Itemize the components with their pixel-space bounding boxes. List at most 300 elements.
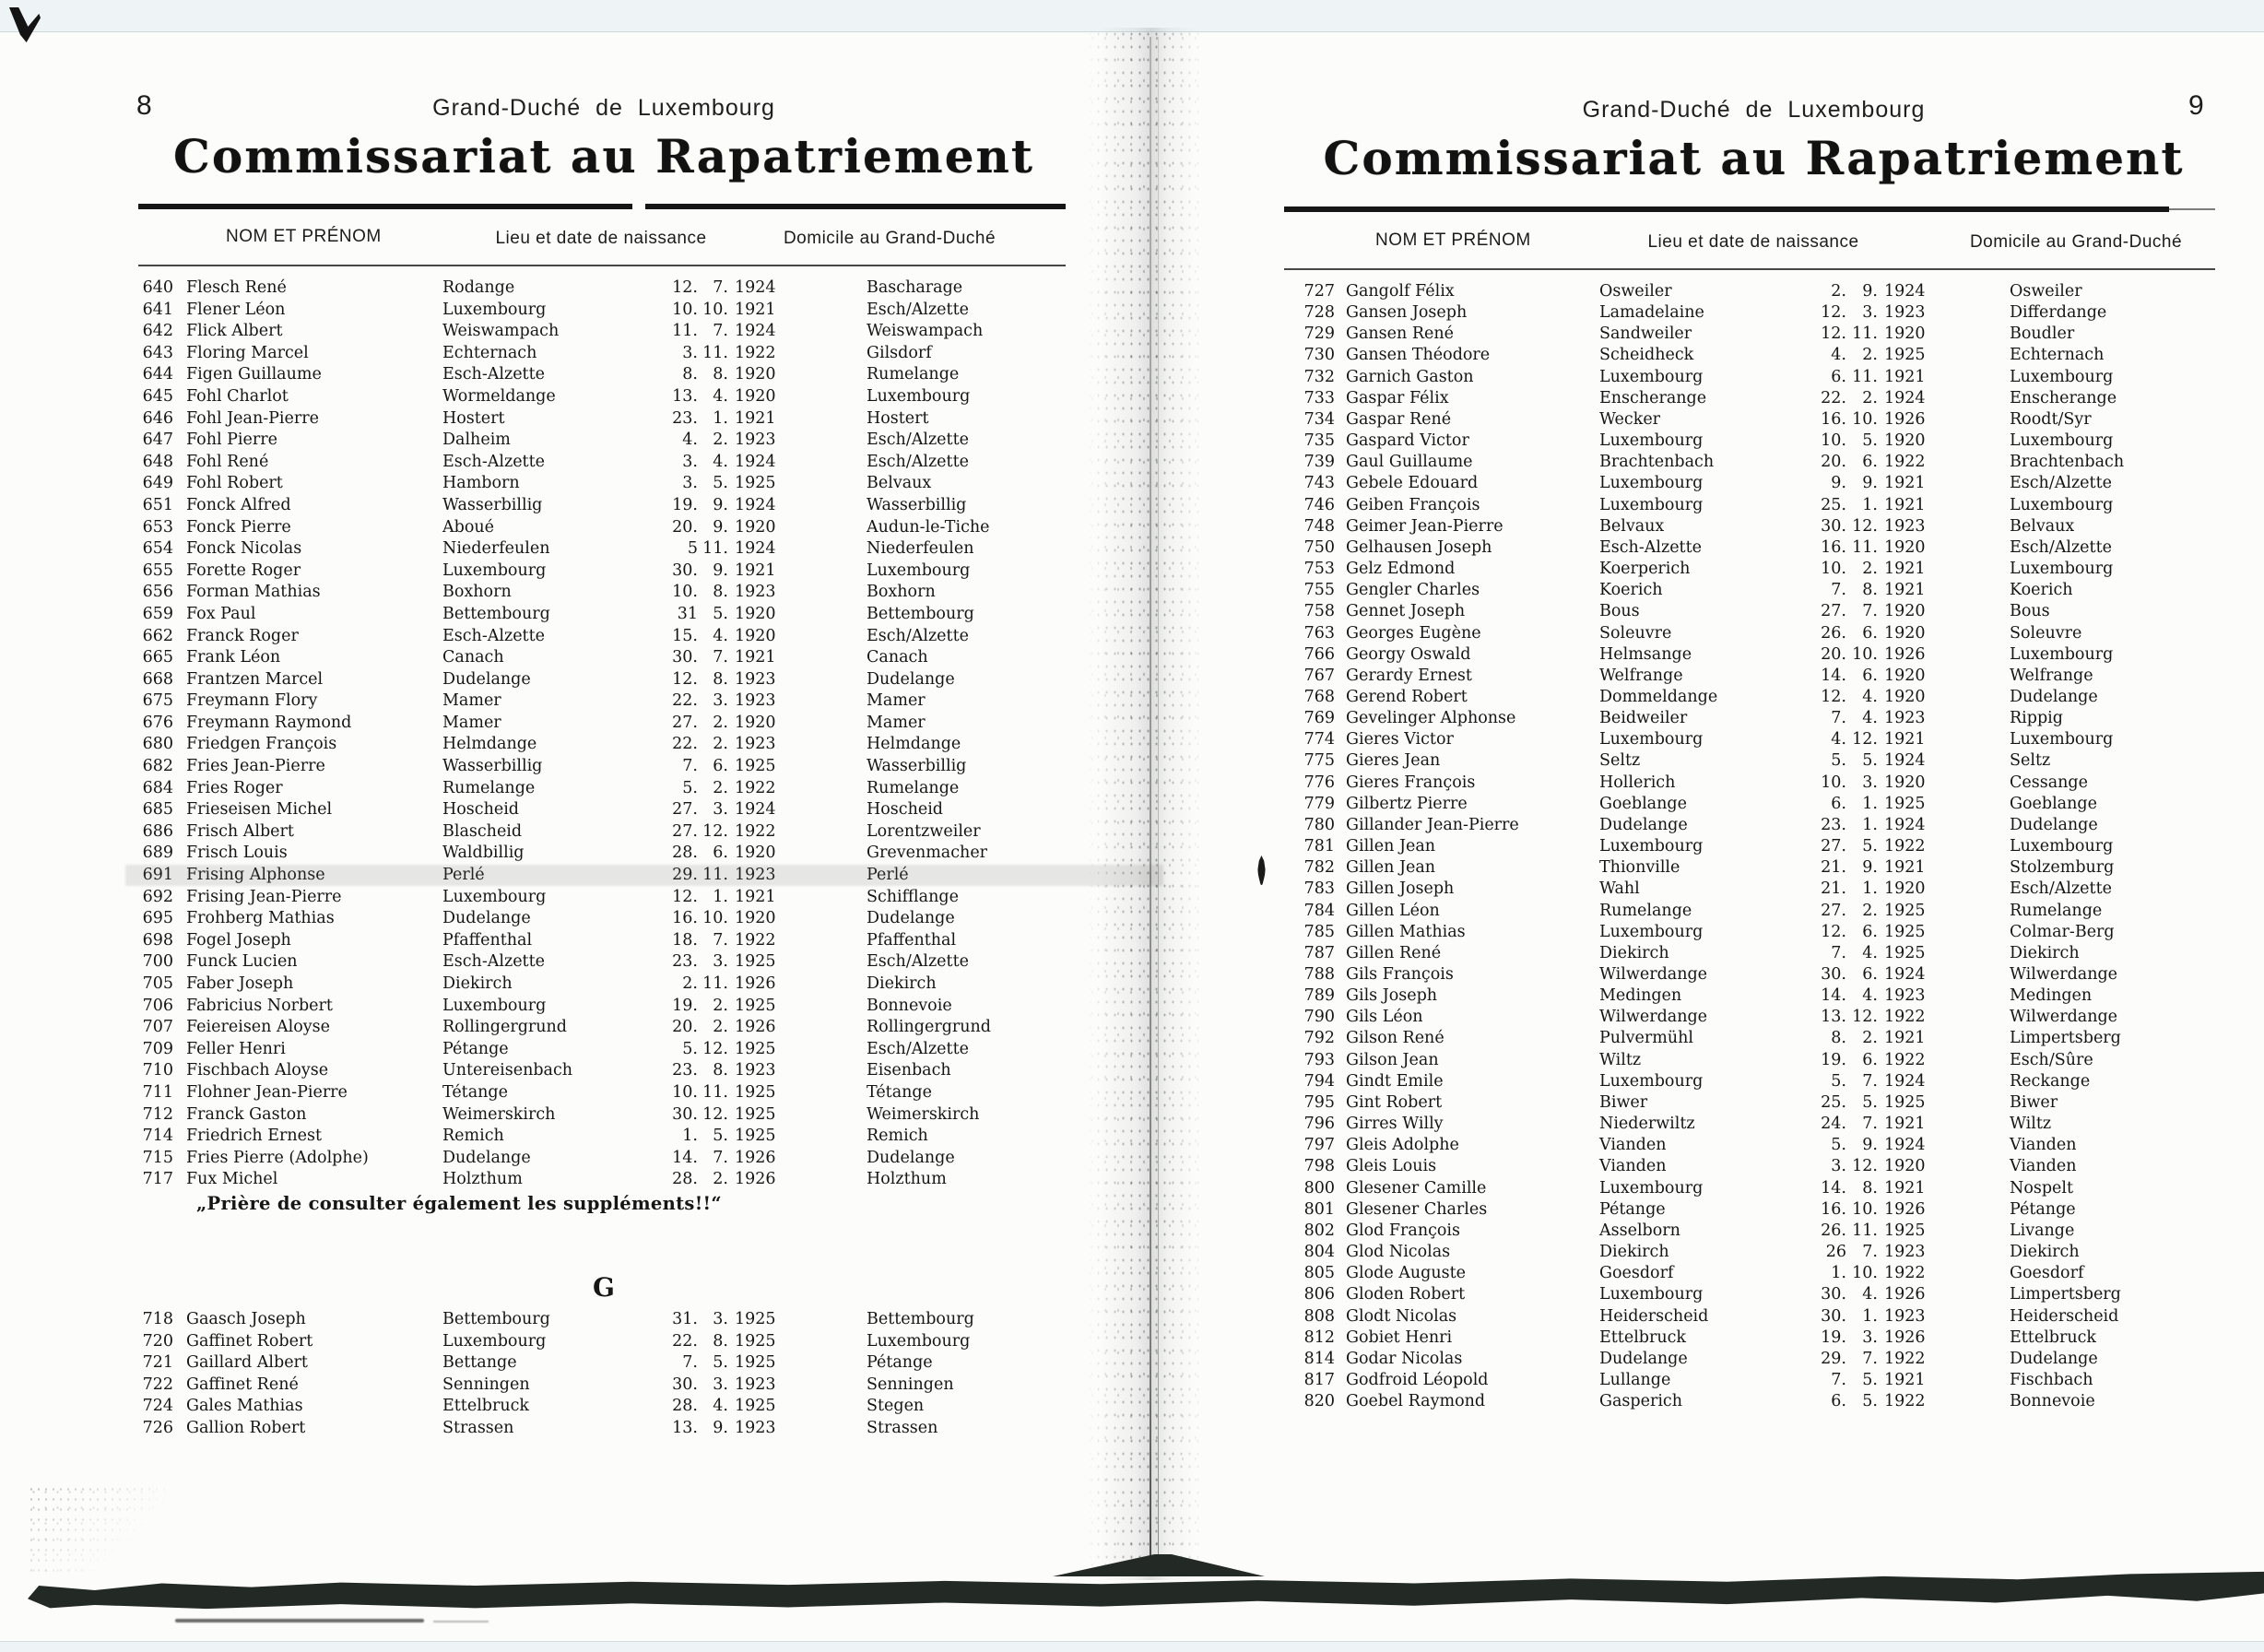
entry-birth-year: 1923 xyxy=(1884,1243,1926,1262)
register-row xyxy=(1291,302,2264,324)
entry-birth-day: 28. xyxy=(672,1397,698,1416)
entry-birthplace: Wecker xyxy=(1599,409,1661,429)
entry-domicile: Enscherange xyxy=(2010,388,2117,407)
entry-birth-day: 14. xyxy=(1821,986,1846,1006)
entry-name: Funck Lucien xyxy=(186,952,298,972)
entry-birthplace: Dommeldange xyxy=(1599,687,1718,706)
entry-birth-year: 1920 xyxy=(735,844,776,863)
entry-number: 746 xyxy=(1303,495,1335,514)
entry-birth-month: 8. xyxy=(1862,581,1878,600)
entry-name: Girres Willy xyxy=(1346,1115,1444,1134)
entry-birth-year: 1925 xyxy=(735,757,776,776)
column-header-domicile-right: Domicile au Grand-Duché xyxy=(1969,232,2183,252)
entry-birth-day: 5. xyxy=(1831,751,1846,771)
register-row xyxy=(138,1039,1115,1061)
entry-domicile: Rippig xyxy=(2010,709,2063,728)
entry-birthplace: Sandweiler xyxy=(1599,324,1692,344)
entry-domicile: Rumelange xyxy=(2010,901,2103,920)
entry-domicile: Dudelange xyxy=(867,669,955,689)
entry-number: 668 xyxy=(142,669,173,689)
document-title-right: Commissariat au Rapatriement xyxy=(1323,131,2185,185)
entry-number: 722 xyxy=(142,1375,173,1394)
entry-birth-month: 6. xyxy=(1862,965,1878,984)
entry-birth-year: 1922 xyxy=(1884,1349,1926,1368)
entry-number: 792 xyxy=(1303,1029,1335,1048)
entry-birth-year: 1923 xyxy=(1884,709,1926,728)
entry-number: 642 xyxy=(142,322,173,341)
entry-birthplace: Gasperich xyxy=(1599,1392,1682,1411)
entry-name: Gerend Robert xyxy=(1346,687,1468,706)
scan-smudge-2 xyxy=(433,1621,489,1622)
entry-birth-day: 2. xyxy=(1831,282,1846,301)
entry-birth-year: 1921 xyxy=(1884,367,1926,386)
entry-domicile: Biwer xyxy=(2010,1092,2058,1112)
entry-domicile: Weimerskirch xyxy=(867,1104,980,1124)
entry-birth-day: 3. xyxy=(682,452,698,471)
entry-name: Geiben François xyxy=(1346,495,1480,514)
entry-birthplace: Dalheim xyxy=(442,431,511,450)
entry-name: Freymann Raymond xyxy=(186,713,352,732)
entry-domicile: Reckange xyxy=(2010,1071,2091,1091)
entry-birth-month: 2. xyxy=(713,431,728,450)
entry-birth-day: 20. xyxy=(1821,453,1846,472)
entry-number: 812 xyxy=(1303,1328,1335,1347)
entry-number: 787 xyxy=(1303,943,1335,962)
entry-birthplace: Soleuvre xyxy=(1599,623,1672,643)
entry-birthplace: Niederwiltz xyxy=(1599,1115,1695,1134)
entry-number: 685 xyxy=(142,800,173,820)
entry-birth-year: 1924 xyxy=(735,495,776,514)
register-row xyxy=(138,517,1115,539)
register-row xyxy=(138,1104,1115,1127)
entry-birth-day: 2. xyxy=(682,974,698,993)
entry-name: Flohner Jean-Pierre xyxy=(186,1082,348,1102)
entry-number: 808 xyxy=(1303,1306,1335,1326)
entry-birthplace: Wormeldange xyxy=(442,386,556,406)
entry-birthplace: Thionville xyxy=(1599,858,1680,878)
entry-birth-day: 12. xyxy=(1821,324,1846,344)
entry-number: 748 xyxy=(1303,516,1335,536)
entry-number: 788 xyxy=(1303,965,1335,984)
entry-birth-day: 4. xyxy=(1831,346,1846,365)
entry-number: 753 xyxy=(1303,560,1335,579)
register-row xyxy=(1291,750,2264,772)
entry-name: Fabricius Norbert xyxy=(186,996,333,1015)
entry-birthplace: Seltz xyxy=(1599,751,1641,771)
entry-domicile: Rumelange xyxy=(867,365,960,384)
entry-number: 776 xyxy=(1303,773,1335,792)
entry-number: 717 xyxy=(142,1170,173,1189)
entry-number: 655 xyxy=(142,560,173,580)
entry-domicile: Dudelange xyxy=(867,1148,955,1167)
entry-birthplace: Weimerskirch xyxy=(442,1104,556,1124)
entry-number: 802 xyxy=(1303,1221,1335,1240)
entry-birth-day: 12. xyxy=(672,278,698,297)
entry-birth-year: 1920 xyxy=(1884,687,1926,706)
register-row xyxy=(138,1017,1115,1039)
entry-domicile: Luxembourg xyxy=(2010,560,2114,579)
register-row xyxy=(1291,1156,2264,1177)
register-row xyxy=(1291,623,2264,644)
entry-birth-day: 30. xyxy=(1821,1285,1846,1304)
entry-birth-day: 12. xyxy=(1821,922,1846,941)
register-row xyxy=(1291,580,2264,601)
entry-birth-year: 1924 xyxy=(735,322,776,341)
register-row xyxy=(138,647,1115,669)
entry-birthplace: Niederfeulen xyxy=(442,539,550,559)
entry-birth-month: 8. xyxy=(713,1061,728,1080)
register-row xyxy=(138,1309,1115,1331)
entry-domicile: Remich xyxy=(867,1127,928,1146)
register-row xyxy=(138,386,1115,408)
entry-number: 653 xyxy=(142,517,173,537)
register-row xyxy=(138,538,1115,560)
entry-number: 645 xyxy=(142,386,173,406)
book-gutter-speckle xyxy=(1086,28,1206,1580)
entry-birthplace: Scheidheck xyxy=(1599,346,1694,365)
entry-birthplace: Luxembourg xyxy=(1599,367,1704,386)
register-row xyxy=(1291,345,2264,366)
entry-name: Flesch René xyxy=(186,278,287,297)
entry-number: 734 xyxy=(1303,409,1335,429)
entry-birthplace: Dudelange xyxy=(442,909,531,928)
entry-birth-month: 2. xyxy=(1862,560,1878,579)
entry-birth-year: 1925 xyxy=(735,952,776,972)
gutter-fold-line-2 xyxy=(1158,37,1159,1575)
entry-birth-day: 13. xyxy=(1821,1008,1846,1027)
entry-birth-month: 5. xyxy=(713,1127,728,1146)
entry-number: 649 xyxy=(142,474,173,493)
entry-birthplace: Pulvermühl xyxy=(1599,1029,1693,1048)
entry-number: 779 xyxy=(1303,794,1335,813)
entry-birth-year: 1925 xyxy=(1884,943,1926,962)
entry-domicile: Pétange xyxy=(867,1353,933,1373)
entry-birth-year: 1922 xyxy=(735,343,776,362)
entry-birthplace: Untereisenbach xyxy=(442,1061,573,1080)
entry-birth-month: 2. xyxy=(1862,388,1878,407)
entry-name: Frieseisen Michel xyxy=(186,800,333,820)
entry-birth-year: 1926 xyxy=(735,1170,776,1189)
register-row xyxy=(1291,1328,2264,1349)
entry-birth-day: 14. xyxy=(1821,666,1846,685)
entry-number: 729 xyxy=(1303,324,1335,344)
entry-birth-day: 26. xyxy=(1821,1221,1846,1240)
entry-birth-month: 5. xyxy=(1862,751,1878,771)
register-row xyxy=(1291,1092,2264,1114)
entry-birth-year: 1920 xyxy=(1884,537,1926,557)
entry-number: 700 xyxy=(142,952,173,972)
entry-name: Glode Auguste xyxy=(1346,1264,1466,1283)
entry-birth-month: 4. xyxy=(713,626,728,645)
entry-number: 680 xyxy=(142,735,173,754)
entry-number: 718 xyxy=(142,1310,173,1328)
entry-name: Fischbach Aloyse xyxy=(186,1061,329,1080)
section-letter-g: G xyxy=(593,1272,615,1303)
entry-name: Freymann Flory xyxy=(186,691,318,711)
entry-birth-month: 12. xyxy=(702,821,728,841)
entry-number: 796 xyxy=(1303,1115,1335,1134)
entry-name: Fohl Robert xyxy=(186,474,283,493)
entry-birth-day: 30. xyxy=(672,1104,698,1124)
register-row xyxy=(1291,537,2264,559)
entry-birthplace: Rollingergrund xyxy=(442,1018,568,1037)
entry-domicile: Mamer xyxy=(867,691,926,711)
register-table-left-g xyxy=(138,1309,1115,1440)
entry-birthplace: Hoscheid xyxy=(442,800,520,820)
entry-birth-month: 4. xyxy=(713,452,728,471)
entry-birth-day: 14. xyxy=(1821,1178,1846,1198)
entry-domicile: Mamer xyxy=(867,713,926,732)
entry-birthplace: Lullange xyxy=(1599,1370,1671,1389)
register-row xyxy=(138,799,1115,821)
entry-birth-month: 1. xyxy=(1862,495,1878,514)
entry-number: 647 xyxy=(142,431,173,450)
entry-birthplace: Wilwerdange xyxy=(1599,965,1708,984)
supplement-note: „Prière de consulter également les suppléments!!“ xyxy=(196,1193,722,1214)
entry-name: Gengler Charles xyxy=(1346,581,1480,600)
subheader-rule-left xyxy=(138,265,1066,266)
register-row xyxy=(138,1082,1115,1104)
register-row xyxy=(138,1148,1115,1170)
entry-birthplace: Luxembourg xyxy=(1599,1285,1704,1304)
entry-number: 739 xyxy=(1303,453,1335,472)
entry-birth-month: 10. xyxy=(1852,1264,1878,1283)
register-row xyxy=(138,1375,1115,1397)
entry-birth-day: 6. xyxy=(1831,1392,1846,1411)
register-row xyxy=(138,495,1115,517)
entry-birth-day: 22. xyxy=(672,735,698,754)
entry-birthplace: Welfrange xyxy=(1599,666,1683,685)
entry-birth-year: 1924 xyxy=(1884,1136,1926,1155)
entry-name: Gaspard Victor xyxy=(1346,431,1469,451)
entry-birth-month: 7. xyxy=(1862,1115,1878,1134)
entry-birth-month: 9. xyxy=(713,1418,728,1437)
entry-domicile: Heiderscheid xyxy=(2010,1306,2119,1326)
entry-number: 785 xyxy=(1303,922,1335,941)
entry-birth-year: 1925 xyxy=(1884,901,1926,920)
entry-birthplace: Wilwerdange xyxy=(1599,1008,1708,1027)
entry-domicile: Esch/Alzette xyxy=(867,300,969,319)
entry-birth-day: 12. xyxy=(1821,687,1846,706)
entry-domicile: Luxembourg xyxy=(2010,730,2114,749)
register-row xyxy=(1291,324,2264,345)
entry-birth-month: 10. xyxy=(1852,1199,1878,1219)
entry-birth-day: 1. xyxy=(682,1127,698,1146)
entry-name: Gillen Jean xyxy=(1346,858,1436,878)
country-heading-right: Grand-Duché de Luxembourg xyxy=(1582,97,1926,123)
register-row xyxy=(138,604,1115,626)
register-row xyxy=(1291,601,2264,622)
entry-birth-month: 9. xyxy=(1862,858,1878,878)
entry-birth-year: 1925 xyxy=(1884,1221,1926,1240)
header-rule-left-b xyxy=(645,204,1066,209)
entry-birth-year: 1922 xyxy=(1884,837,1926,856)
entry-name: Fohl Jean-Pierre xyxy=(186,408,319,428)
entry-birthplace: Medingen xyxy=(1599,986,1682,1006)
entry-birth-month: 9. xyxy=(713,560,728,580)
entry-birth-month: 4. xyxy=(713,1397,728,1416)
register-row xyxy=(138,1331,1115,1353)
entry-birthplace: Luxembourg xyxy=(1599,730,1704,749)
register-row xyxy=(1291,1221,2264,1242)
entry-birth-day: 10. xyxy=(1821,773,1846,792)
entry-birth-day: 30. xyxy=(672,648,698,667)
entry-birthplace: Dudelange xyxy=(1599,1349,1688,1368)
entry-name: Gillen Joseph xyxy=(1346,879,1455,899)
entry-birthplace: Remich xyxy=(442,1127,504,1146)
entry-domicile: Wilwerdange xyxy=(2010,965,2118,984)
register-row xyxy=(138,1169,1115,1191)
register-row xyxy=(1291,922,2264,943)
entry-domicile: Luxembourg xyxy=(867,386,971,406)
entry-birth-month: 9. xyxy=(1862,282,1878,301)
entry-birth-month: 1. xyxy=(1862,794,1878,813)
entry-name: Gaspar René xyxy=(1346,409,1452,429)
entry-birth-year: 1920 xyxy=(1884,879,1926,899)
entry-birth-year: 1920 xyxy=(735,909,776,928)
register-row xyxy=(138,1060,1115,1082)
entry-birth-day: 28. xyxy=(672,844,698,863)
ink-margin-mark xyxy=(1257,856,1266,885)
entry-birth-year: 1920 xyxy=(735,604,776,623)
entry-birth-day: 8. xyxy=(682,365,698,384)
entry-birth-year: 1925 xyxy=(735,1397,776,1416)
entry-name: Fries Roger xyxy=(186,778,283,797)
register-row xyxy=(1291,773,2264,794)
entry-birth-year: 1921 xyxy=(1884,581,1926,600)
column-header-birth-right: Lieu et date de naissance xyxy=(1647,232,1859,252)
entry-birth-month: 2. xyxy=(713,1018,728,1037)
entry-birth-month: 2. xyxy=(713,735,728,754)
entry-birth-month: 8. xyxy=(713,1331,728,1351)
entry-birth-day: 7. xyxy=(682,757,698,776)
entry-birth-day: 9. xyxy=(1831,474,1846,493)
entry-number: 727 xyxy=(1303,282,1335,301)
entry-birth-day: 19. xyxy=(672,495,698,514)
entry-domicile: Audun-le-Tiche xyxy=(867,517,990,537)
entry-birth-year: 1922 xyxy=(735,821,776,841)
entry-birth-day: 29. xyxy=(672,866,698,885)
entry-birth-day: 22. xyxy=(672,691,698,711)
entry-number: 790 xyxy=(1303,1008,1335,1027)
entry-name: Gerardy Ernest xyxy=(1346,666,1472,685)
entry-number: 709 xyxy=(142,1039,173,1058)
entry-number: 780 xyxy=(1303,815,1335,834)
entry-domicile: Luxembourg xyxy=(2010,644,2114,664)
entry-birth-day: 8. xyxy=(1831,1029,1846,1048)
entry-number: 769 xyxy=(1303,709,1335,728)
column-header-birth-left: Lieu et date de naissance xyxy=(495,229,707,248)
entry-number: 695 xyxy=(142,909,173,928)
entry-birth-month: 11. xyxy=(1852,367,1878,386)
entry-domicile: Luxembourg xyxy=(2010,367,2114,386)
entry-birth-year: 1923 xyxy=(1884,303,1926,323)
country-heading-left: Grand-Duché de Luxembourg xyxy=(432,95,775,121)
entry-domicile: Belvaux xyxy=(867,474,932,493)
entry-birth-year: 1923 xyxy=(1884,516,1926,536)
scan-edge-bottom xyxy=(0,1641,2264,1652)
entry-birth-day: 3. xyxy=(682,343,698,362)
entry-birth-month: 3. xyxy=(713,691,728,711)
entry-name: Gebele Edouard xyxy=(1346,474,1479,493)
entry-birth-day: 15. xyxy=(672,626,698,645)
entry-domicile: Bettembourg xyxy=(867,604,974,623)
register-row xyxy=(1291,452,2264,473)
entry-number: 711 xyxy=(142,1082,173,1102)
register-row xyxy=(1291,409,2264,431)
register-row xyxy=(138,626,1115,648)
entry-name: Gieres Victor xyxy=(1346,730,1454,749)
entry-birthplace: Koerich xyxy=(1599,581,1663,600)
column-header-domicile-left: Domicile au Grand-Duché xyxy=(783,229,996,248)
entry-birth-day: 20. xyxy=(1821,644,1846,664)
entry-name: Gils François xyxy=(1346,965,1454,984)
entry-name: Gindt Emile xyxy=(1346,1071,1444,1091)
entry-number: 706 xyxy=(142,996,173,1015)
entry-birth-year: 1921 xyxy=(735,560,776,580)
entry-birth-month: 6. xyxy=(1862,623,1878,643)
entry-birth-day: 27. xyxy=(1821,602,1846,621)
register-row xyxy=(138,1418,1115,1440)
entry-name: Forman Mathias xyxy=(186,583,321,602)
entry-birth-day: 30. xyxy=(1821,516,1846,536)
entry-name: Frisch Albert xyxy=(186,821,294,841)
entry-name: Gansen Théodore xyxy=(1346,346,1491,365)
entry-birth-day: 22. xyxy=(672,1331,698,1351)
entry-birthplace: Osweiler xyxy=(1599,282,1672,301)
entry-birth-year: 1925 xyxy=(735,1331,776,1351)
entry-birthplace: Dudelange xyxy=(442,669,531,689)
header-rule-right-b xyxy=(2169,208,2215,210)
entry-birth-month: 3. xyxy=(1862,1328,1878,1347)
entry-birth-day: 18. xyxy=(672,930,698,950)
entry-birthplace: Beidweiler xyxy=(1599,709,1688,728)
register-row xyxy=(138,713,1115,735)
entry-birth-year: 1920 xyxy=(1884,431,1926,451)
entry-domicile: Esch/Sûre xyxy=(2010,1050,2093,1069)
entry-birth-year: 1922 xyxy=(1884,1264,1926,1283)
entry-domicile: Tétange xyxy=(867,1082,932,1102)
entry-name: Faber Joseph xyxy=(186,974,294,993)
entry-number: 715 xyxy=(142,1148,173,1167)
entry-birth-month: 9. xyxy=(713,517,728,537)
entry-domicile: Canach xyxy=(867,648,928,667)
entry-name: Franck Roger xyxy=(186,626,299,645)
entry-domicile: Koerich xyxy=(2010,581,2073,600)
entry-name: Frising Jean-Pierre xyxy=(186,887,342,906)
entry-name: Gillen René xyxy=(1346,943,1442,962)
entry-domicile: Strassen xyxy=(867,1418,938,1437)
entry-name: Gils Léon xyxy=(1346,1008,1423,1027)
register-row xyxy=(1291,687,2264,708)
entry-birthplace: Luxembourg xyxy=(1599,495,1704,514)
register-row xyxy=(1291,901,2264,922)
entry-birthplace: Esch-Alzette xyxy=(442,952,545,972)
register-row xyxy=(138,343,1115,365)
entry-domicile: Esch/Alzette xyxy=(2010,879,2112,899)
entry-birthplace: Vianden xyxy=(1599,1157,1667,1176)
entry-birth-year: 1923 xyxy=(1884,1306,1926,1326)
entry-birth-year: 1921 xyxy=(1884,474,1926,493)
entry-birth-year: 1925 xyxy=(1884,794,1926,813)
register-row xyxy=(138,560,1115,583)
entry-birth-day: 10. xyxy=(672,1082,698,1102)
entry-birth-day: 10. xyxy=(1821,431,1846,451)
entry-birth-year: 1921 xyxy=(1884,495,1926,514)
entry-domicile: Perlé xyxy=(867,866,909,885)
register-row xyxy=(1291,559,2264,580)
column-header-name-left: NOM ET PRÉNOM xyxy=(226,227,382,246)
